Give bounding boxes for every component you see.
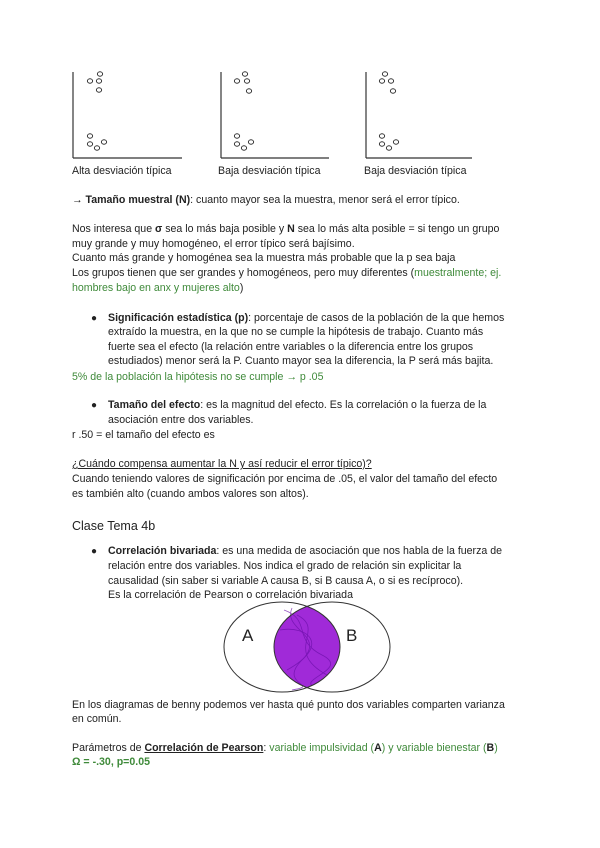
- interest-line-4: [72, 266, 501, 281]
- bivariate-line-3: causalidad (sin saber si variable A causa B, si B causa A, o si es recíproco).: [108, 575, 464, 587]
- pearson-line: [72, 741, 498, 756]
- bivariate-text: : es una medida de asociación que nos habla de la fuerza de: [216, 545, 502, 557]
- plot-label-2: Baja desviación típica: [218, 165, 321, 177]
- pearson-term: Correlación de Pearson: [144, 742, 264, 754]
- pearson-var-b: B: [486, 742, 495, 754]
- effect-line-3: r .50 = el tamaño del efecto es: [72, 429, 215, 441]
- section-title: Clase Tema 4b: [72, 519, 156, 533]
- question-line-1: Cuando teniendo valores de significación por encima de .05, el valor del tamaño del efecto: [72, 473, 498, 485]
- pearson-variable: ) y variable bienestar (: [381, 742, 487, 754]
- significance-text: : porcentaje de casos de la población de la que hemos: [248, 312, 505, 324]
- interest-text: ): [239, 282, 244, 294]
- bullet-icon: ●: [91, 313, 98, 324]
- venn-text-line-2: en común.: [72, 713, 122, 725]
- plot-label-1: Alta desviación típica: [72, 165, 172, 177]
- effect-line-1: [108, 398, 486, 413]
- pearson-var-a: A: [374, 742, 382, 754]
- scatter-plot-low-deviation-2: [360, 66, 490, 166]
- interest-line-5: [72, 281, 243, 296]
- question-title: ¿Cuándo compensa aumentar la N y así reducir el error típico)?: [72, 458, 372, 470]
- scatter-plot-low-deviation-1: [215, 66, 345, 166]
- interest-text: Los grupos tienen que ser grandes y homogéneos, pero muy diferentes (: [72, 267, 415, 279]
- pearson-text: :: [263, 742, 270, 754]
- interest-line-3: Cuanto más grande y homogénea sea la muestra más probable que la p sea baja: [72, 252, 456, 264]
- interest-example: hombres bajo en anx y mujeres alto: [72, 282, 240, 294]
- significance-term: Significación estadística (p): [108, 312, 249, 324]
- interest-text: Nos interesa que: [72, 223, 156, 235]
- bivariate-line-2: relación entre dos variables. Nos indica el grado de relación sin explicitar la: [108, 560, 462, 572]
- sample-size-text: : cuanto mayor sea la muestra, menor será el error típico.: [190, 194, 460, 206]
- bivariate-line-4: Es la correlación de Pearson o correlación bivariada: [108, 589, 353, 601]
- interest-text: sea lo más baja posible y: [162, 223, 288, 235]
- bullet-icon: ●: [91, 400, 98, 411]
- bivariate-line-1: [108, 544, 502, 559]
- venn-label-a: A: [242, 626, 254, 645]
- interest-line-1: [72, 222, 499, 237]
- question-line-2: es también alto (cuando ambos valores son altos).: [72, 488, 309, 500]
- scatter-plot-high-deviation: [68, 66, 198, 166]
- plot-label-3: Baja desviación típica: [364, 165, 467, 177]
- interest-example: muestralmente; ej.: [414, 267, 502, 279]
- significance-note: 5% de la población la hipótesis no se cumple → p .05: [72, 371, 324, 383]
- interest-line-2: muy grande y muy homogéneo, el error típico será bajísimo.: [72, 238, 355, 250]
- effect-term: Tamaño del efecto: [108, 399, 201, 411]
- venn-label-b: B: [346, 626, 358, 645]
- venn-diagram: [222, 600, 392, 694]
- sample-size-term: Tamaño muestral (N): [85, 194, 191, 206]
- effect-line-2: asociación entre dos variables.: [108, 414, 254, 426]
- sigma-symbol: σ: [155, 223, 163, 235]
- bivariate-term: Correlación bivariada: [108, 545, 217, 557]
- significance-line-1: [108, 311, 504, 326]
- arrow-glyph: →: [72, 194, 83, 206]
- venn-text-line-1: En los diagramas de benny podemos ver hasta qué punto dos variables comparten varianza: [72, 699, 505, 711]
- sample-size-line: [72, 193, 460, 208]
- pearson-variable: variable impulsividad (: [269, 742, 375, 754]
- significance-line-3: fuerte sea el efecto (la relación entre variables o la diferencia entre los grupos: [108, 341, 474, 353]
- effect-text: : es la magnitud del efecto. Es la correlación o la fuerza de la: [200, 399, 487, 411]
- interest-text: sea lo más alta posible = si tengo un grupo: [294, 223, 500, 235]
- n-symbol: N: [287, 223, 295, 235]
- significance-line-4: estudiados) menor será la P. Cuanto mayor sea la diferencia, la P será más bajita.: [108, 355, 494, 367]
- significance-line-2: extraído la muestra, en la que no se cumple la hipótesis de trabajo. Cuanto más: [108, 326, 484, 338]
- bullet-icon: ●: [91, 546, 98, 557]
- pearson-variable: ): [494, 742, 498, 754]
- pearson-formula: Ω = -.30, p=0.05: [72, 756, 150, 768]
- pearson-text: Parámetros de: [72, 742, 145, 754]
